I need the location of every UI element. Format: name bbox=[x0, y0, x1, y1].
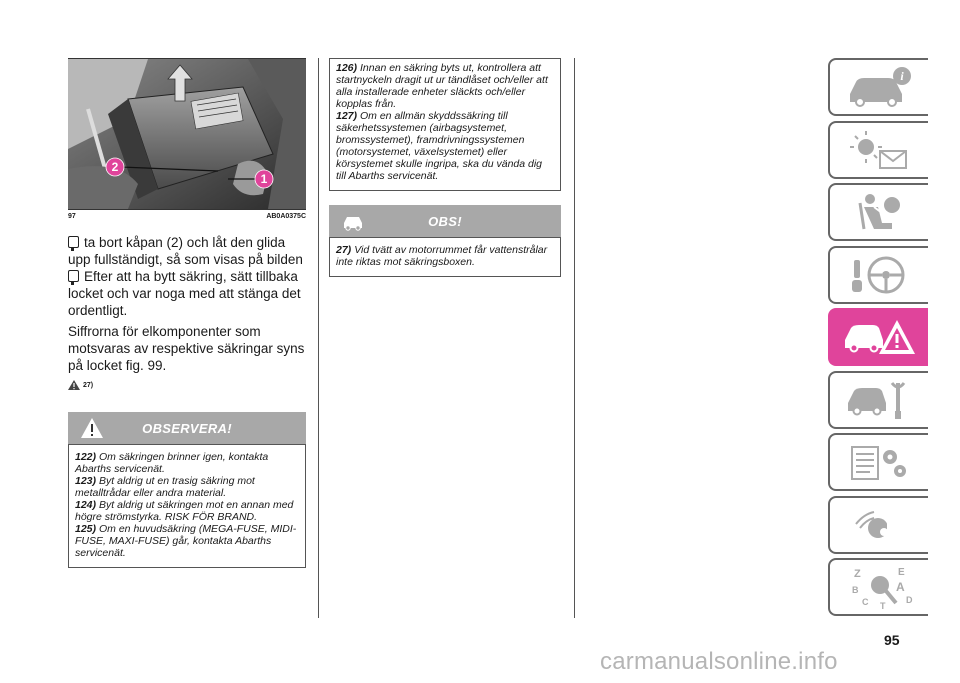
tab-car-warning[interactable] bbox=[828, 308, 928, 366]
multimedia-icon bbox=[844, 502, 914, 548]
svg-text:Z: Z bbox=[854, 568, 861, 580]
svg-text:i: i bbox=[900, 69, 904, 83]
warnings-continued bbox=[329, 58, 561, 191]
warning-reference: 27) bbox=[68, 380, 306, 390]
dashboard-lights-icon bbox=[844, 127, 914, 173]
svg-text:C: C bbox=[862, 597, 869, 607]
car-info-small-icon bbox=[341, 210, 365, 232]
note-123: 123) Byt aldrig ut en trasig säkring mot metalltrådar eller andra material. bbox=[75, 475, 255, 499]
tab-multimedia[interactable] bbox=[828, 496, 928, 554]
obs-title: OBS! bbox=[428, 213, 462, 229]
index-az-icon bbox=[844, 563, 914, 611]
figure-code: AB0A0375C bbox=[266, 213, 306, 220]
warning-triangle-icon bbox=[80, 417, 104, 439]
watermark: carmanualsonline.info bbox=[600, 648, 838, 675]
observera-banner bbox=[68, 412, 306, 444]
bullet-icon bbox=[68, 270, 79, 282]
instructions bbox=[68, 234, 306, 374]
obs-section bbox=[329, 205, 561, 277]
page-number: 95 bbox=[884, 632, 900, 648]
column-divider-2 bbox=[574, 58, 575, 618]
chapter-sidebar bbox=[828, 58, 928, 621]
figure-caption bbox=[68, 213, 306, 220]
svg-text:B: B bbox=[852, 585, 859, 595]
svg-text:D: D bbox=[906, 595, 913, 605]
note-126: 126) Innan en säkring byts ut, kontrollera att startnyckeln dragit ut ur tändlåset och/eller att alla installerade enheter släckts och/eller kopplas från. bbox=[336, 62, 548, 110]
tab-dashboard-lights[interactable] bbox=[828, 121, 928, 179]
tab-specs[interactable] bbox=[828, 433, 928, 491]
svg-text:A: A bbox=[896, 580, 905, 594]
tab-car-service[interactable] bbox=[828, 371, 928, 429]
airbag-seat-icon bbox=[844, 189, 914, 235]
tab-index[interactable] bbox=[828, 558, 928, 616]
warning-small-icon bbox=[68, 380, 80, 390]
step-1: ta bort kåpan (2) och låt den glida upp fullständigt, så som visas på bilden bbox=[68, 235, 303, 267]
callout-1-label: 1 bbox=[260, 172, 268, 186]
obs-notes bbox=[329, 237, 561, 277]
car-service-icon bbox=[844, 377, 914, 423]
tab-airbag-seat[interactable] bbox=[828, 183, 928, 241]
middle-column bbox=[329, 58, 561, 277]
tab-steering-key[interactable] bbox=[828, 246, 928, 304]
note-125: 125) Om en huvudsäkring (MEGA-FUSE, MIDI-FUSE, MAXI-FUSE) går, kontakta Abarths servicenät. bbox=[75, 523, 297, 559]
note-127: 127) Om en allmän skyddssäkring till säkerhetssystemen (airbagsystemet, bromssystemet), framdrivningssystemen (motorsystemet, växelsystemet) eller körsystemet skulle ingripa, ska du vända dig till Abarths servicenät. bbox=[336, 110, 543, 182]
column-divider bbox=[318, 58, 319, 618]
svg-text:E: E bbox=[898, 567, 905, 578]
step-2: Efter att ha bytt säkring, sätt tillbaka locket och var noga med att stänga det ordentligt. bbox=[68, 269, 301, 318]
note-122: 122) Om säkringen brinner igen, kontakta Abarths servicenät. bbox=[75, 451, 269, 475]
note-27: 27) Vid tvätt av motorrummet får vattenstrålar inte riktas mot säkringsboxen. bbox=[336, 244, 548, 268]
bullet-icon bbox=[68, 236, 79, 248]
callout-2-label: 2 bbox=[111, 160, 119, 174]
specs-gear-icon bbox=[844, 439, 914, 485]
paragraph: Siffrorna för elkomponenter som motsvaras av respektive säkringar syns på locket fig. 99. bbox=[68, 324, 305, 373]
car-info-icon bbox=[844, 64, 914, 110]
observera-notes bbox=[68, 444, 306, 568]
tab-car-info[interactable] bbox=[828, 58, 928, 116]
car-warning-icon bbox=[841, 314, 917, 360]
fuse-box-illustration bbox=[68, 59, 306, 209]
obs-banner bbox=[329, 205, 561, 237]
observera-title: OBSERVERA! bbox=[142, 420, 232, 436]
steering-key-icon bbox=[844, 252, 914, 298]
fuse-box-figure bbox=[68, 58, 306, 210]
svg-text:T: T bbox=[880, 601, 886, 611]
observera-section bbox=[68, 412, 306, 568]
left-column bbox=[68, 58, 306, 568]
note-124: 124) Byt aldrig ut säkringen mot en annan med högre strömstyrka. RISK FÖR BRAND. bbox=[75, 499, 294, 523]
figure-number: 97 bbox=[68, 213, 76, 220]
